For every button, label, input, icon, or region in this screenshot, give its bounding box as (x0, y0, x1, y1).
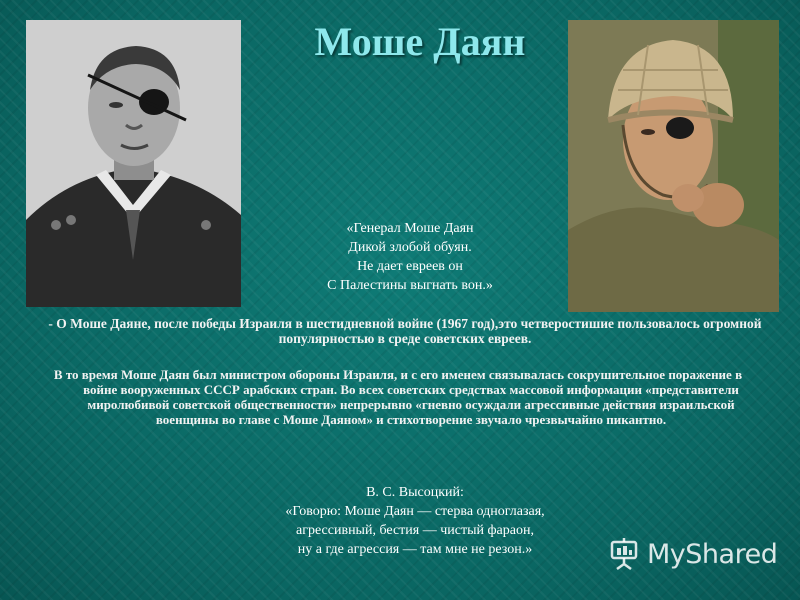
right-portrait-drawing (568, 20, 779, 312)
verse-line: С Палестины выгнать вон.» (327, 278, 493, 293)
poem-line: «Говорю: Моше Даян — стерва одноглазая, (285, 504, 545, 519)
presentation-icon (607, 537, 641, 571)
verse-line: «Генерал Моше Даян (346, 221, 474, 236)
poem (230, 483, 600, 559)
watermark (607, 534, 787, 574)
right-portrait (568, 20, 779, 312)
watermark-text: MyShared (647, 538, 778, 570)
poem-author: В. С. Высоцкий: (366, 485, 464, 500)
verse-line: Не дает евреев он (357, 259, 463, 274)
paragraph-text: В то время Моше Даян был министром обороны Израиля, и с его именем связывалась сокрушительное поражение в войне вооруженных СССР арабских стран. Во всех советских средствах массовой информации «представители миролюбивой советской общественности» непрерывно «гневно осуждали агрессивные действия израильской военщины во главе с Моше Даяном» и стихотворение звучало чрезвычайно пикантно. (53, 367, 743, 427)
left-portrait-drawing (26, 20, 241, 307)
verse-line: Дикой злобой обуян. (348, 240, 472, 255)
left-portrait (26, 20, 241, 307)
poem-line: агрессивный, бестия — чистый фараон, (296, 523, 534, 538)
poem-line: ну а где агрессия — там мне не резон.» (297, 542, 533, 557)
page-title: Моше Даян (314, 19, 526, 64)
note-text: - О Моше Даяне, после победы Израиля в шестидневной войне (1967 год),это четверостишие пользовалось огромной популярностью в среде советских евреев. (48, 316, 762, 346)
main-paragraph (53, 367, 756, 427)
verse (260, 219, 560, 295)
